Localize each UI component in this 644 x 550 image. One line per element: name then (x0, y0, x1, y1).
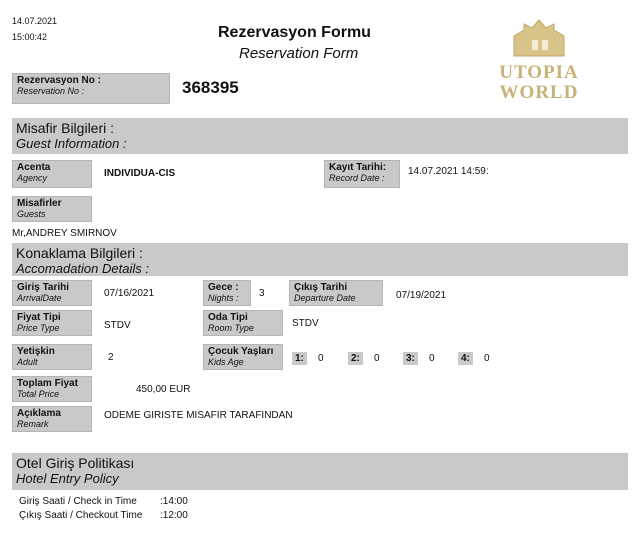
print-date: 14.07.2021 (12, 16, 58, 26)
kids-age-label: Çocuk Yaşları Kids Age (203, 344, 283, 370)
price-type-value: STDV (104, 320, 131, 331)
kid-slot-3-value: 0 (429, 353, 435, 364)
guests-label: Misafirler Guests (12, 196, 92, 222)
kid-slot-4-value: 0 (484, 353, 490, 364)
palace-icon (484, 18, 594, 58)
kid-slot-2-value: 0 (374, 353, 380, 364)
checkout-label: Çıkış Saati / Checkout Time (19, 510, 143, 521)
logo-line2: WORLD (499, 82, 579, 103)
room-type-value: STDV (292, 318, 319, 329)
record-date-value: 14.07.2021 14:59: (408, 166, 489, 177)
checkin-value: :14:00 (160, 496, 188, 507)
nights-label: Gece : Nights : (203, 280, 251, 306)
guest-name: Mr,ANDREY SMIRNOV (12, 228, 117, 239)
kid-slot-3-label: 3: (403, 352, 418, 365)
total-price-value: 450,00 EUR (136, 384, 191, 395)
logo-line1: UTOPIA (499, 62, 579, 83)
departure-label: Çıkış Tarihi Departure Date (289, 280, 383, 306)
nights-value: 3 (259, 288, 265, 299)
adult-label: Yetişkin Adult (12, 344, 92, 370)
kid-slot-1-label: 1: (292, 352, 307, 365)
departure-value: 07/19/2021 (396, 290, 447, 301)
checkin-label: Giriş Saati / Check in Time (19, 496, 137, 507)
agency-label: Acenta Agency (12, 160, 92, 188)
arrival-value: 07/16/2021 (104, 288, 155, 299)
form-title: Rezervasyon Formu (218, 24, 371, 41)
total-price-label: Toplam Fiyat Total Price (12, 376, 92, 402)
agency-value: INDIVIDUA-CIS (104, 168, 176, 179)
utopia-world-logo (484, 18, 594, 103)
remark-value: ODEME GIRISTE MISAFIR TARAFINDAN (104, 410, 293, 421)
kid-slot-1-value: 0 (318, 353, 324, 364)
remark-label: Açıklama Remark (12, 406, 92, 432)
reservation-number: 368395 (182, 78, 239, 97)
reservation-no-label: Rezervasyon No : Reservation No : (12, 73, 170, 104)
adult-value: 2 (108, 352, 114, 363)
kid-slot-2-label: 2: (348, 352, 363, 365)
guest-info-header: Misafir Bilgileri : Guest Information : (12, 118, 628, 154)
accommodation-header: Konaklama Bilgileri : Accomadation Details : (12, 243, 628, 276)
arrival-label: Giriş Tarihi ArrivalDate (12, 280, 92, 306)
checkout-value: :12:00 (160, 510, 188, 521)
record-date-label: Kayıt Tarihi: Record Date : (324, 160, 400, 188)
kid-slot-4-label: 4: (458, 352, 473, 365)
price-type-label: Fiyat Tipi Price Type (12, 310, 92, 336)
room-type-label: Oda Tipi Room Type (203, 310, 283, 336)
print-time: 15:00:42 (12, 32, 48, 42)
hotel-policy-header: Otel Giriş Politikası Hotel Entry Policy (12, 453, 628, 490)
form-subtitle: Reservation Form (239, 45, 359, 62)
